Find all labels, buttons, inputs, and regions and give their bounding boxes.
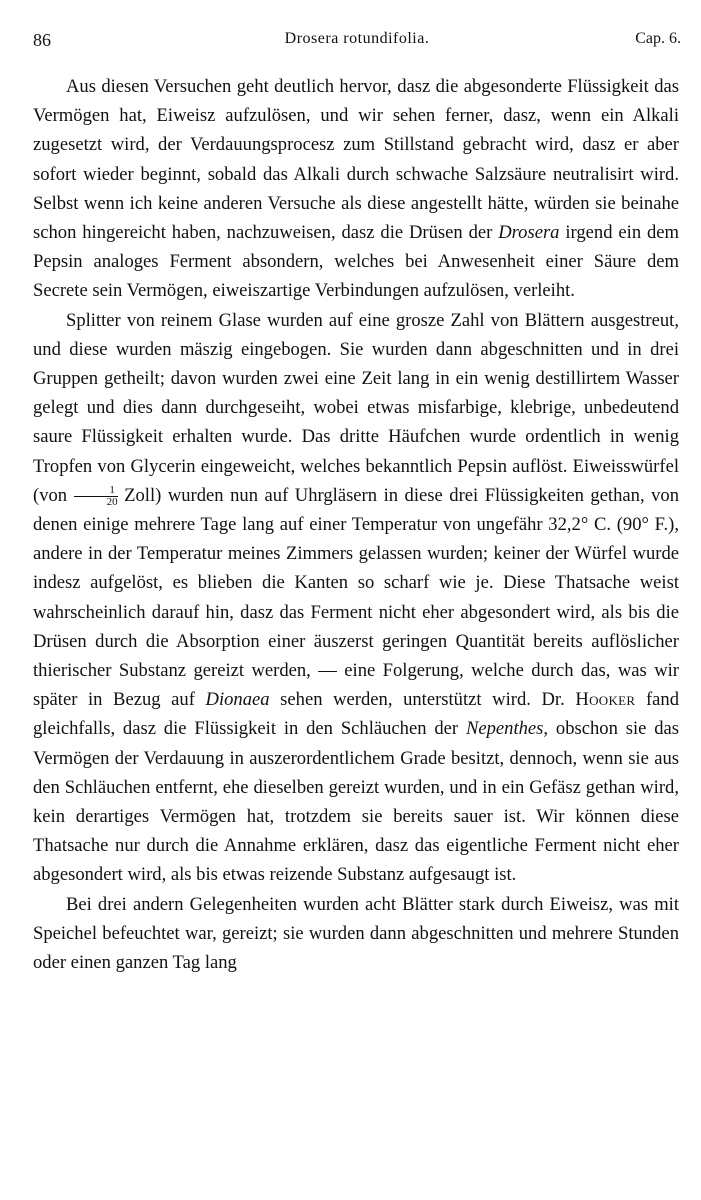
page-number: 86	[33, 30, 51, 50]
chapter-label: Cap. 6.	[635, 30, 681, 47]
paragraph-2-text: Splitter von reinem Glase wurden auf eine grosze Zahl von Blättern ausgestreut, und diese wurden mäszig eingebogen. Sie wurden dann abgeschnitten und in drei Gruppen getheilt; davon wurden zwei eine Zeit lang in ein wenig destillirtem Wasser gelegt und dies dann durchgeseiht, wobei etwas misfarbige, klebrige, unbedeutend saure Flüssigkeit erhalten wurde. Das dritte Häufchen wurde ordentlich in wenig Tropfen von Glycerin eingeweicht, welches bekanntlich Pepsin auflöst. Eiweisswürfel (von	[33, 309, 679, 506]
paragraph-3	[33, 890, 679, 978]
fraction-denominator: 20	[106, 496, 118, 509]
taxon-nepenthes: Nepenthes,	[465, 718, 549, 740]
taxon-drosera: Drosera	[498, 222, 560, 244]
paragraph-1-text: Aus diesen Versuchen geht deutlich hervor, dasz die abgesonderte Flüssigkeit das Vermögen hat, Eiweisz aufzulösen, und wir sehen ferner, dasz, wenn ein Alkali zugesetzt wird, der Verdauungsprocesz zum Stillstand gebracht wird, dasz er aber sofort wieder beginnt, sobald das Alkali durch schwache Salzsäure neutralisirt wird. Selbst wenn ich keine anderen Versuche als diese angestellt hätte, würden sie beinahe schon hingereicht haben, nachzuweisen, dasz die Drüsen der	[33, 76, 679, 244]
paragraph-1-text-2: irgend ein dem Pepsin analoges Ferment absondern, welches bei Anwesenheit einer Säure dem Secrete sein Vermögen, eiweiszartige Verbindungen aufzulösen, verleiht.	[33, 222, 680, 302]
paragraph-2	[33, 306, 679, 890]
body-text	[33, 72, 679, 977]
author-name-hooker: Hooker	[575, 689, 636, 711]
paragraph-2-text-5: obschon sie das Vermögen der Verdauung in auszerordentlichem Grade besitzt, dennoch, wenn sie aus den Schläuchen entfernt, ehe dieselben gereizt wurden, und in ein Gefäsz gethan wird, kein derartiges Vermögen hat, trotzdem sie bereits sauer ist. Wir können diese Thatsache nur durch die Annahme erklären, dasz das eigentliche Ferment nicht eher abgesondert wird, als bis etwas reizende Substanz aufgesaugt ist.	[33, 718, 679, 886]
taxon-dionaea: Dionaea	[205, 689, 270, 711]
paragraph-2-text-3: sehen werden, unterstützt wird. Dr.	[269, 689, 576, 711]
running-header	[33, 30, 681, 54]
paragraph-2-text-4: fand gleichfalls, dasz die Flüssigkeit in den Schläuchen der	[33, 689, 679, 740]
paragraph-3-text: Bei drei andern Gelegenheiten wurden acht Blätter stark durch Eiweisz, was mit Speichel befeuchtet war, gereizt; sie wurden dann abgeschnitten und mehrere Stunden oder einen ganzen Tag lang	[33, 893, 679, 974]
paragraph-1	[33, 72, 679, 306]
fraction-one-twentieth	[74, 485, 118, 508]
fraction-numerator: 1	[74, 485, 118, 497]
paragraph-2-text-2: Zoll) wurden nun auf Uhrgläsern in diese drei Flüssigkeiten gethan, von denen einige mehrere Tage lang auf einer Temperatur von ungefähr 32,2° C. (90° F.), andere in der Temperatur meines Zimmers gelassen wurden; keiner der Würfel wurde indesz aufgelöst, es blieben die Kanten so scharf wie je. Diese Thatsache weist wahrscheinlich darauf hin, dasz das Ferment nicht eher abgesondert wird, als bis die Drüsen durch die Absorption einer äuszerst geringen Quantität bereits auflöslicher thierischer Substanz gereizt werden, — eine Folgerung, welche durch das, was wir später in Bezug auf	[33, 484, 680, 711]
running-title: Drosera rotundifolia.	[284, 30, 430, 47]
